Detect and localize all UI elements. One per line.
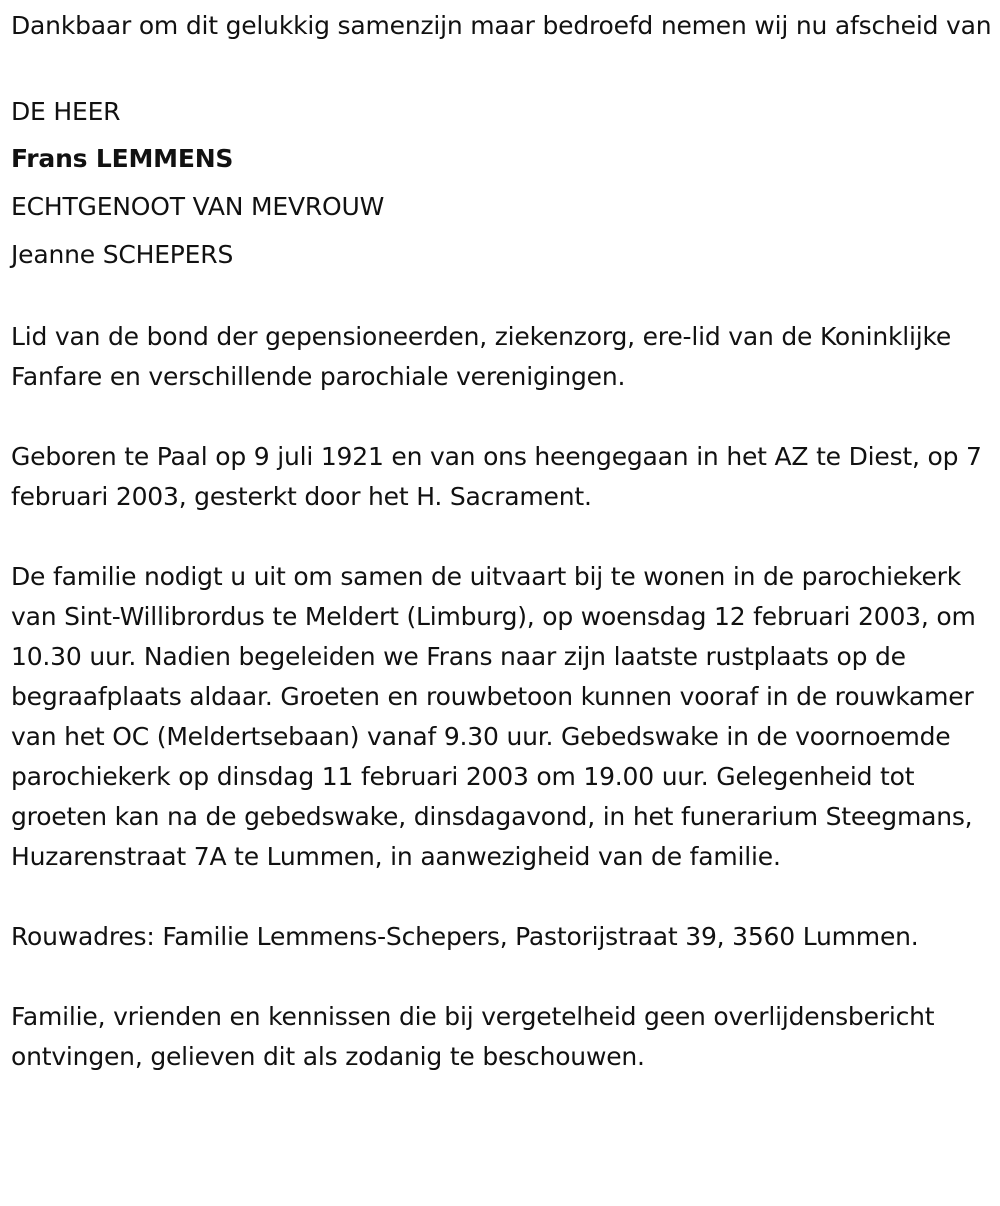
spouse-name: Jeanne SCHEPERS <box>11 240 234 269</box>
mourning-address-paragraph: Rouwadres: Familie Lemmens-Schepers, Pastorijstraat 39, 3560 Lummen. <box>11 922 919 951</box>
closing-note-paragraph: Familie, vrienden en kennissen die bij vergetelheid geen overlijdensbericht ontvingen, gelieven dit als zodanig te beschouwen. <box>11 1002 943 1071</box>
announcement-intro: Dankbaar om dit gelukkig samenzijn maar bedroefd nemen wij nu afscheid van <box>11 11 992 40</box>
deceased-title: DE HEER <box>11 97 121 126</box>
memberships-paragraph: Lid van de bond der gepensioneerden, ziekenzorg, ere-lid van de Koninklijke Fanfare en verschillende parochiale verenigingen. <box>11 322 959 391</box>
funeral-info-paragraph: De familie nodigt u uit om samen de uitvaart bij te wonen in de parochiekerk van Sint-Willibrordus te Meldert (Limburg), op woensdag 12 februari 2003, om 10.30 uur. Nadien begeleiden we Frans naar zijn laatste rustplaats op de begraafplaats aldaar. Groeten en rouwbetoon kunnen vooraf in de rouwkamer van het OC (Meldertsebaan) vanaf 9.30 uur. Gebedswake in de voornoemde parochiekerk op dinsdag 11 februari 2003 om 19.00 uur. Gelegenheid tot groeten kan na de gebedswake, dinsdagavond, in het funerarium Steegmans, Huzarenstraat 7A te Lummen, in aanwezigheid van de familie. <box>11 562 984 871</box>
deceased-relation: ECHTGENOOT VAN MEVROUW <box>11 192 385 221</box>
deceased-name: Frans LEMMENS <box>11 144 234 173</box>
deceased-block <box>11 89 992 279</box>
birth-death-paragraph: Geboren te Paal op 9 juli 1921 en van ons heengegaan in het AZ te Diest, op 7 februari 2003, gesterkt door het H. Sacrament. <box>11 442 990 511</box>
